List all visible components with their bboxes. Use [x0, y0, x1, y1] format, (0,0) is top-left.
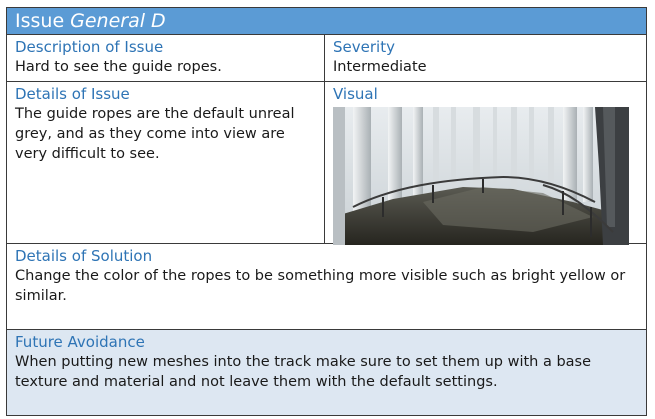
solution-label: Details of Solution — [15, 247, 153, 265]
issue-title-id: General D — [70, 10, 166, 32]
issue-title-prefix: Issue — [15, 10, 65, 32]
description-label: Description of Issue — [15, 38, 164, 56]
details-label: Details of Issue — [15, 85, 130, 103]
future-label: Future Avoidance — [15, 333, 145, 351]
details-row — [7, 82, 646, 244]
issue-title-bar — [7, 8, 646, 35]
description-cell — [7, 35, 325, 81]
severity-label: Severity — [333, 38, 395, 56]
visual-label: Visual — [333, 85, 378, 103]
future-text: When putting new meshes into the track make sure to set them up with a base texture and material and not leave them with the default settings. — [15, 354, 592, 390]
visual-cell — [325, 82, 646, 243]
severity-cell — [325, 35, 646, 81]
severity-text: Intermediate — [333, 59, 427, 75]
description-text: Hard to see the guide ropes. — [15, 59, 222, 75]
description-row — [7, 35, 646, 82]
visual-screenshot-image — [333, 107, 629, 245]
details-text: The guide ropes are the default unreal grey, and as they come into view are very difficult to see. — [15, 106, 295, 162]
future-row — [7, 330, 646, 415]
solution-text: Change the color of the ropes to be something more visible such as bright yellow or similar. — [15, 268, 626, 304]
details-cell — [7, 82, 325, 243]
future-cell — [7, 330, 646, 415]
solution-cell — [7, 244, 646, 329]
solution-row — [7, 244, 646, 330]
issue-card — [6, 7, 647, 416]
